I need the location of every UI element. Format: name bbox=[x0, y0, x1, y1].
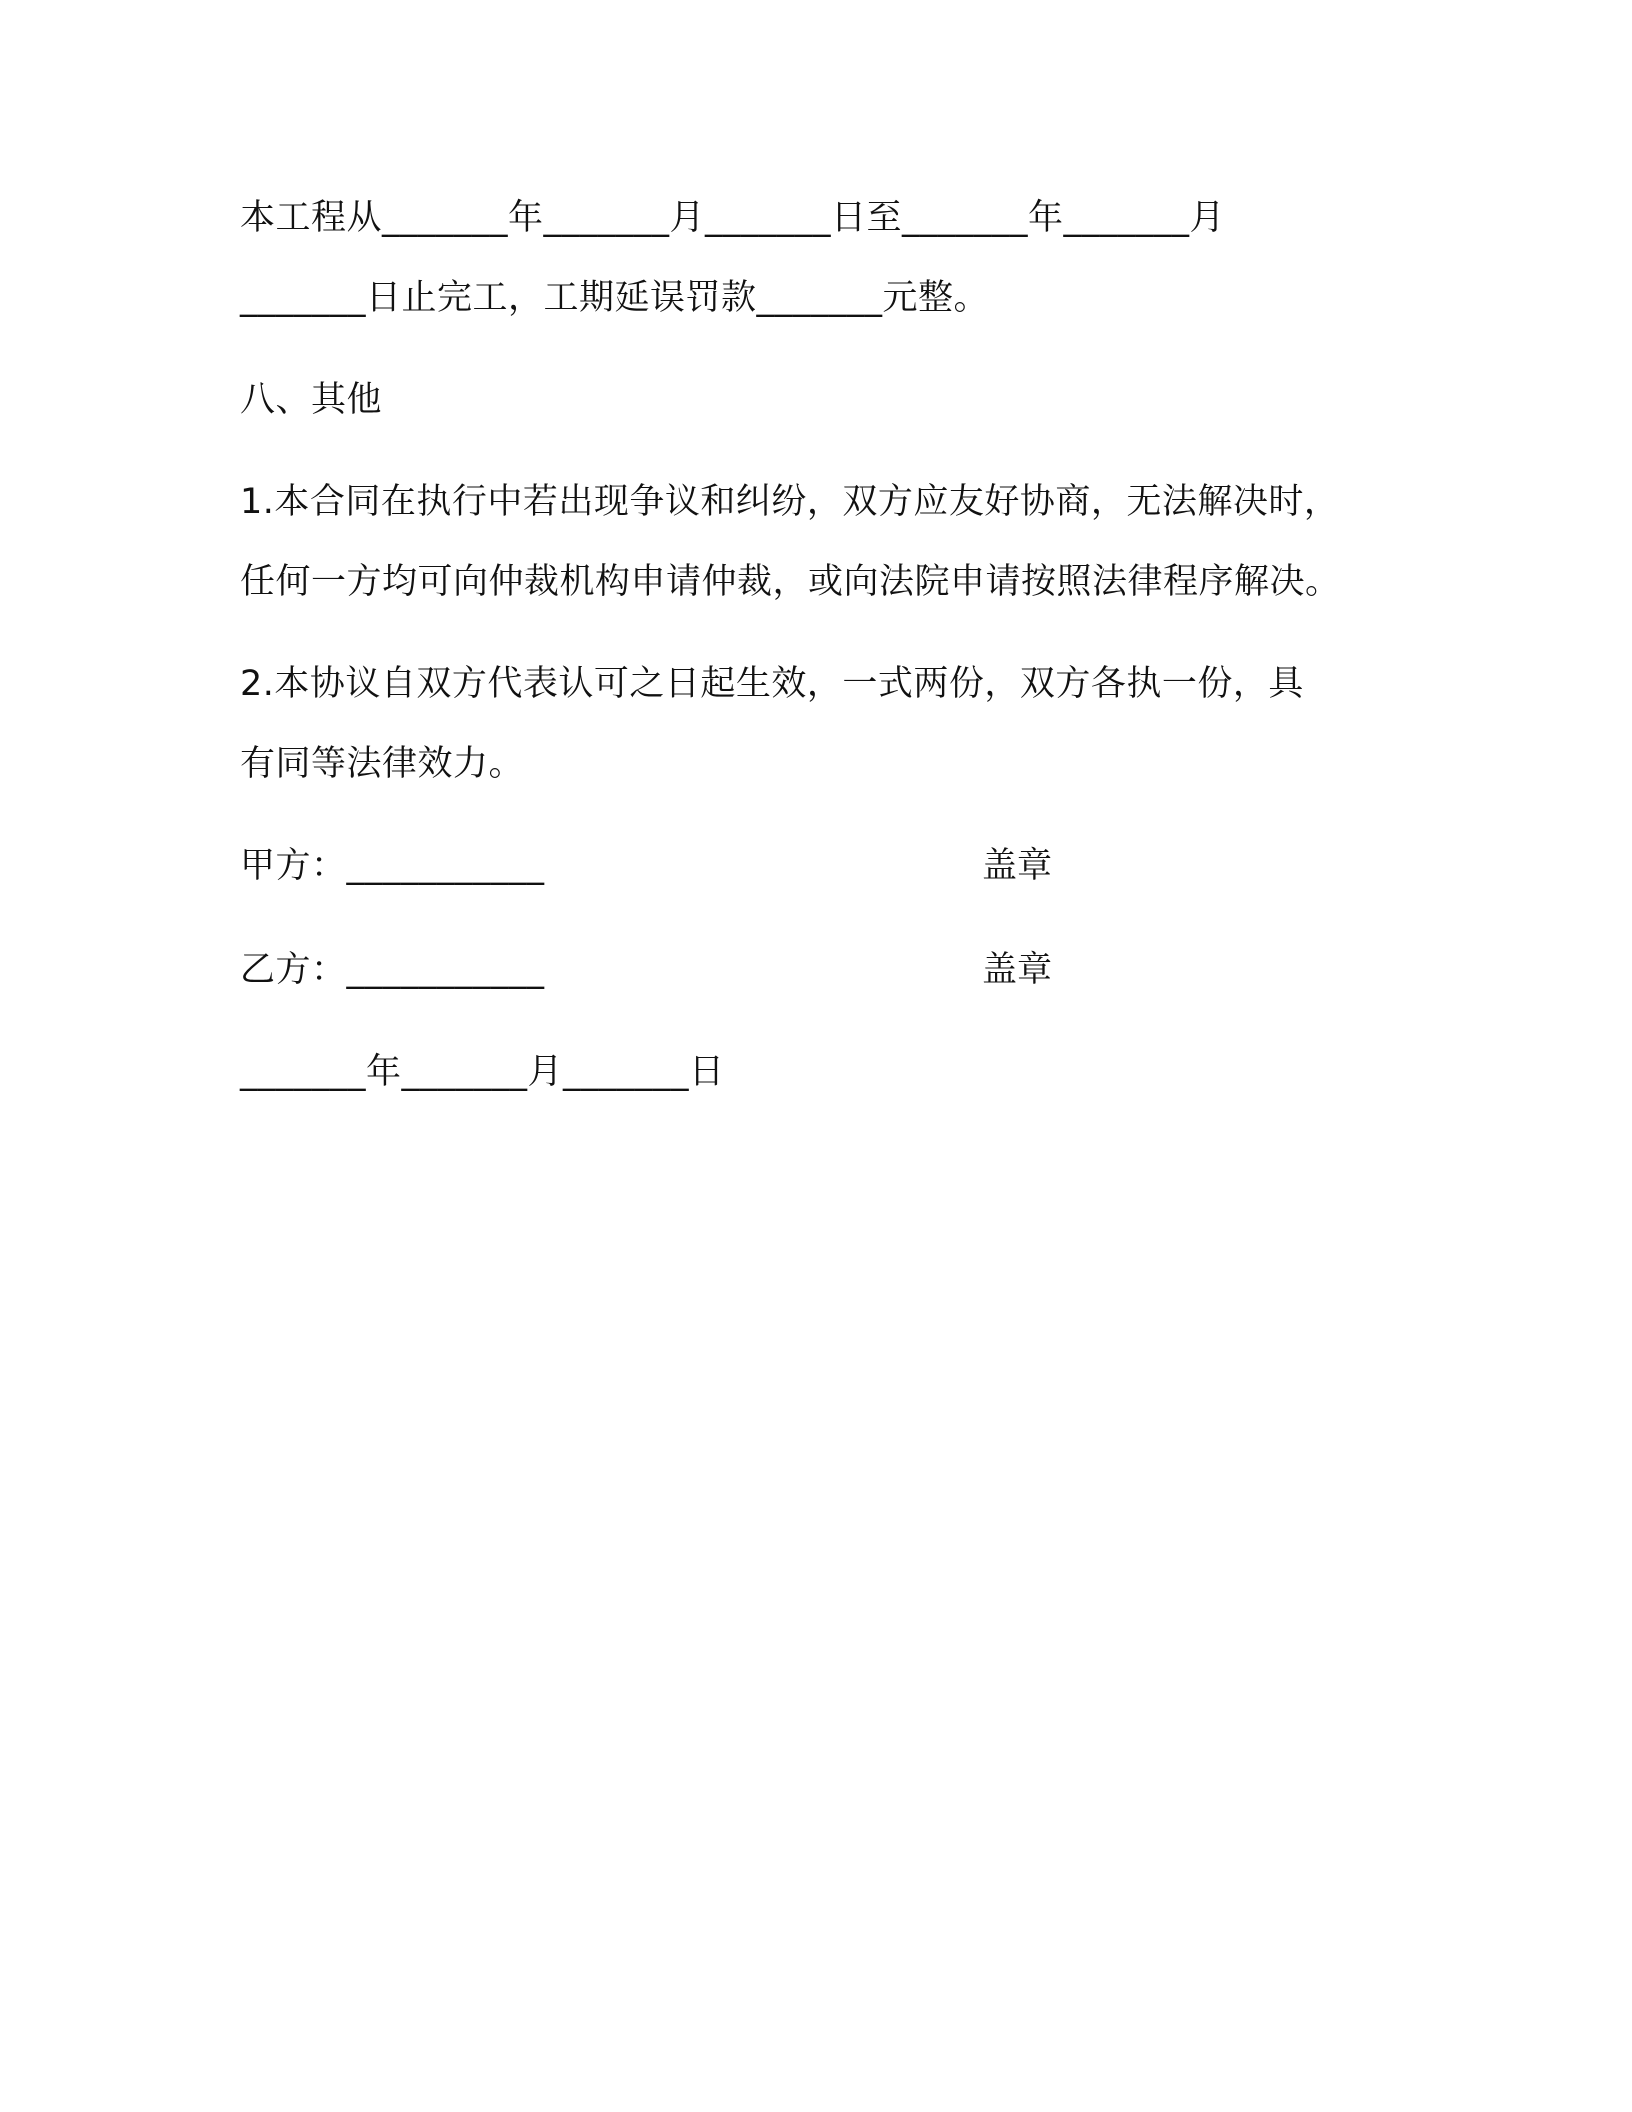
party-b-stamp-label: 盖章 bbox=[982, 950, 1053, 990]
party-a-signature-line: 甲方：___________ bbox=[240, 846, 545, 886]
clause-2-line-2: 有同等法律效力。 bbox=[240, 744, 525, 784]
clause-1-line-2: 任何一方均可向仲裁机构申请仲裁，或向法院申请按照法律程序解决。 bbox=[240, 562, 1341, 602]
construction-period-line: 本工程从_______年_______月_______日至_______年_______月 bbox=[240, 198, 1226, 238]
party-a-stamp-label: 盖章 bbox=[982, 846, 1053, 886]
party-b-signature-line: 乙方：___________ bbox=[240, 950, 545, 990]
clause-1-line-1: 1.本合同在执行中若出现争议和纠纷，双方应友好协商，无法解决时， bbox=[240, 482, 1340, 522]
clause-2-line-1: 2.本协议自双方代表认可之日起生效，一式两份，双方各执一份，具 bbox=[240, 664, 1304, 704]
section-heading-other: 八、其他 bbox=[240, 380, 383, 420]
delay-penalty-line: _______日止完工，工期延误罚款_______元整。 bbox=[240, 278, 990, 318]
signing-date-line: _______年_______月_______日 bbox=[240, 1052, 725, 1092]
